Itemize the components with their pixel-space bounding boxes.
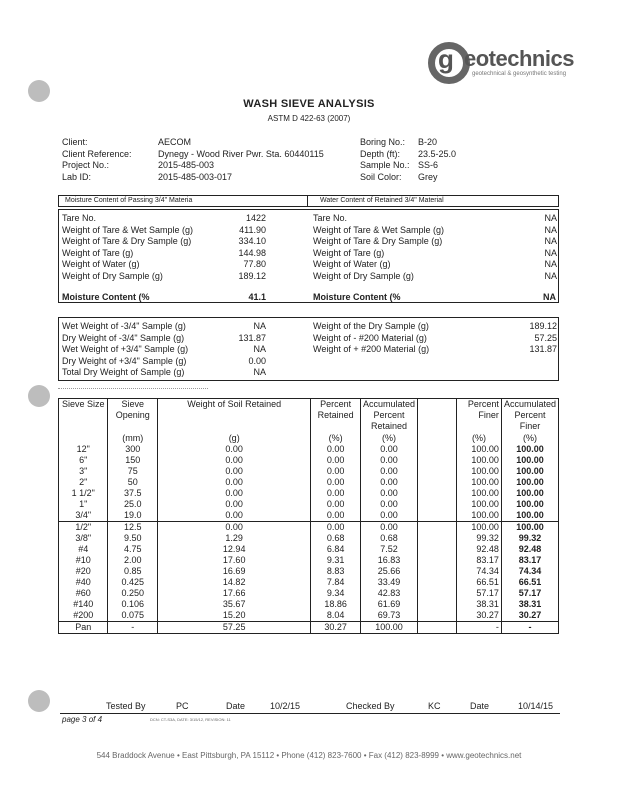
sieve-cell-acc-ret: 0.00 (361, 510, 418, 522)
sieve-cell-acc-ret: 0.00 (361, 522, 418, 534)
sieve-cell-pct-ret: 9.34 (311, 588, 361, 599)
sieve-cell-acc-ret: 100.00 (361, 622, 418, 634)
date2-value: 10/14/15 (518, 701, 554, 711)
date2-label: Date (470, 701, 490, 711)
sieve-cell-size: 1 1/2" (59, 488, 108, 499)
sieve-cell-size: 2" (59, 477, 108, 488)
sieve-cell-acc-ret: 33.49 (361, 577, 418, 588)
moisture-header-right: Water Content of Retained 3/4" Material (307, 195, 559, 207)
sieve-cell-pct-finer: 100.00 (457, 477, 502, 488)
weights-right-value: 57.25 (534, 332, 557, 343)
weights-right-value: 131.87 (529, 344, 557, 355)
sieve-cell-pct-ret: 7.84 (311, 577, 361, 588)
moisture-left-row (62, 212, 266, 224)
moisture-right-row (313, 235, 557, 247)
weights-right-label: Weight of + #200 Material (g) (313, 344, 430, 355)
client-info-value: AECOM (158, 137, 192, 147)
sieve-cell-acc-ret: 0.00 (361, 499, 418, 510)
sieve-cell-acc-ret: 0.68 (361, 533, 418, 544)
sieve-pan-row (59, 622, 559, 634)
moisture-left-label: Tare No. (62, 213, 97, 223)
sieve-cell-opening: 25.0 (108, 499, 158, 510)
header-sieve-size: Sieve Size (59, 399, 108, 434)
sieve-cell-size: Pan (59, 622, 108, 634)
weights-left-value: NA (253, 367, 266, 378)
moisture-left-row (62, 258, 266, 270)
sieve-cell-size: #10 (59, 555, 108, 566)
sieve-cell-pct-ret: 8.83 (311, 566, 361, 577)
sieve-cell-weight: 12.94 (158, 544, 311, 555)
sieve-cell-blank (418, 499, 457, 510)
sieve-cell-weight: 0.00 (158, 488, 311, 499)
sieve-cell-pct-finer: 100.00 (457, 466, 502, 477)
sieve-cell-weight: 0.00 (158, 477, 311, 488)
sieve-cell-weight: 0.00 (158, 466, 311, 477)
header-percent-finer: Percent Finer (457, 399, 502, 434)
moisture-left-list (62, 212, 266, 282)
moisture-right-row (313, 270, 557, 282)
sieve-cell-weight: 15.20 (158, 610, 311, 622)
units-acc-retained: (%) (361, 433, 418, 444)
sieve-cell-pct-finer: 83.17 (457, 555, 502, 566)
sieve-row (59, 588, 559, 599)
sieve-cell-pct-ret: 0.00 (311, 444, 361, 455)
sieve-cell-blank (418, 444, 457, 455)
weights-left-value: NA (253, 321, 266, 331)
weights-right-value: 189.12 (529, 321, 557, 331)
moisture-right-value: NA (544, 270, 557, 281)
moisture-right-value: NA (544, 236, 557, 247)
company-logo (428, 40, 578, 90)
sieve-cell-weight: 0.00 (158, 444, 311, 455)
sieve-cell-blank (418, 510, 457, 522)
sieve-cell-acc-ret: 42.83 (361, 588, 418, 599)
moisture-left-row (62, 270, 266, 282)
client-info-label: Lab ID: (62, 171, 92, 182)
sieve-cell-pct-finer: 100.00 (457, 455, 502, 466)
logo-tagline: geotechnical & geosynthetic testing (472, 71, 567, 77)
sieve-cell-size: #40 (59, 577, 108, 588)
sieve-cell-size: 3/4" (59, 510, 108, 522)
sieve-cell-acc-finer: 83.17 (501, 555, 558, 566)
header-accumulated-finer: Accumulated Percent Finer (501, 399, 558, 434)
sieve-row (59, 522, 559, 534)
header-percent-retained: Percent Retained (311, 399, 361, 434)
weights-right-row (313, 343, 557, 355)
sieve-cell-weight: 57.25 (158, 622, 311, 634)
sieve-cell-acc-ret: 61.69 (361, 599, 418, 610)
sieve-cell-weight: 0.00 (158, 499, 311, 510)
moisture-left-row (62, 247, 266, 259)
sieve-cell-weight: 17.60 (158, 555, 311, 566)
moisture-left-value: 189.12 (238, 270, 266, 281)
units-acc-finer: (%) (501, 433, 558, 444)
weights-left-label: Dry Weight of +3/4" Sample (g) (62, 355, 187, 366)
sieve-cell-acc-finer: 100.00 (501, 455, 558, 466)
sieve-cell-pct-finer: 30.27 (457, 610, 502, 622)
sieve-cell-pct-ret: 0.00 (311, 455, 361, 466)
weights-left-row (62, 355, 266, 367)
moisture-content-right-value: NA (543, 292, 556, 302)
moisture-left-value: 334.10 (238, 236, 266, 247)
weights-left-row (62, 343, 266, 355)
sieve-cell-acc-finer: 99.32 (501, 533, 558, 544)
moisture-left-label: Weight of Tare & Dry Sample (g) (62, 236, 192, 247)
boring-info-row (360, 159, 540, 171)
moisture-left-label: Weight of Water (g) (62, 259, 140, 270)
sieve-cell-acc-finer: 100.00 (501, 444, 558, 455)
sieve-cell-pct-finer: 66.51 (457, 577, 502, 588)
weights-right-label: Weight of - #200 Material (g) (313, 332, 427, 343)
sieve-row (59, 577, 559, 588)
sieve-cell-acc-ret: 0.00 (361, 477, 418, 488)
sieve-cell-pct-finer: 57.17 (457, 588, 502, 599)
sieve-cell-acc-finer: 100.00 (501, 466, 558, 477)
sieve-cell-pct-finer: 100.00 (457, 499, 502, 510)
sieve-row (59, 488, 559, 499)
sieve-cell-weight: 17.66 (158, 588, 311, 599)
boring-info-label: Sample No.: (360, 160, 410, 170)
company-footer: 544 Braddock Avenue • East Pittsburgh, PA 15112 • Phone (412) 823-7600 • Fax (412) 823-8999 • www.geotechnics.net (96, 751, 522, 760)
boring-info-label: Soil Color: (360, 171, 402, 182)
client-info-label: Project No.: (62, 160, 110, 170)
client-info-label: Client: (62, 137, 88, 147)
sieve-cell-size: #20 (59, 566, 108, 577)
units-size (59, 433, 108, 444)
sieve-cell-acc-finer: 100.00 (501, 488, 558, 499)
moisture-right-row (313, 247, 557, 259)
moisture-right-value: NA (544, 213, 557, 223)
sieve-cell-acc-finer: 100.00 (501, 510, 558, 522)
moisture-right-list (313, 212, 557, 282)
weights-right-row (313, 320, 557, 332)
sieve-cell-acc-finer: 74.34 (501, 566, 558, 577)
sieve-row (59, 566, 559, 577)
sieve-cell-blank (418, 610, 457, 622)
sieve-units-row (59, 433, 559, 444)
sieve-cell-weight: 35.67 (158, 599, 311, 610)
units-opening: (mm) (108, 433, 158, 444)
sieve-cell-blank (418, 455, 457, 466)
moisture-content-left-label: Moisture Content (% (62, 292, 150, 302)
weights-left-label: Wet Weight of +3/4" Sample (g) (62, 344, 189, 355)
sieve-header-row (59, 399, 559, 434)
sieve-cell-pct-ret: 0.00 (311, 522, 361, 534)
sieve-cell-acc-ret: 0.00 (361, 444, 418, 455)
units-blank (418, 433, 457, 444)
sieve-cell-blank (418, 566, 457, 577)
sieve-cell-blank (418, 599, 457, 610)
client-info (62, 136, 362, 182)
sieve-cell-blank (418, 488, 457, 499)
sieve-cell-opening: 0.425 (108, 577, 158, 588)
sieve-cell-acc-ret: 7.52 (361, 544, 418, 555)
logo-letter: g (438, 44, 454, 74)
sieve-cell-opening: 2.00 (108, 555, 158, 566)
sieve-cell-blank (418, 466, 457, 477)
sieve-cell-pct-finer: 100.00 (457, 510, 502, 522)
header-sieve-opening: Sieve Opening (108, 399, 158, 434)
sieve-cell-blank (418, 555, 457, 566)
sieve-cell-acc-ret: 16.83 (361, 555, 418, 566)
units-pct-finer: (%) (457, 433, 502, 444)
moisture-content-left-value: 41.1 (248, 292, 266, 302)
sieve-cell-pct-ret: 0.68 (311, 533, 361, 544)
weights-left-row (62, 366, 266, 378)
sieve-cell-pct-ret: 8.04 (311, 610, 361, 622)
sieve-cell-blank (418, 577, 457, 588)
sieve-row (59, 455, 559, 466)
moisture-header-left: Moisture Content of Passing 3/4" Materia (58, 195, 308, 207)
moisture-left-value: 1422 (245, 213, 266, 223)
weights-left-row (62, 332, 266, 344)
sieve-cell-pct-finer: 100.00 (457, 522, 502, 534)
boring-info-value: B-20 (418, 137, 438, 147)
punch-hole-middle (28, 385, 50, 407)
moisture-right-row (313, 212, 557, 224)
sieve-cell-size: #60 (59, 588, 108, 599)
moisture-right-value: NA (544, 259, 557, 270)
weights-left-list (62, 320, 266, 378)
sieve-cell-opening: 75 (108, 466, 158, 477)
sieve-row (59, 477, 559, 488)
sieve-cell-pct-ret: 0.00 (311, 466, 361, 477)
standard-reference: ASTM D 422-63 (2007) (267, 114, 351, 123)
client-info-row (62, 159, 362, 171)
sieve-cell-blank (418, 544, 457, 555)
sieve-cell-acc-ret: 69.73 (361, 610, 418, 622)
sieve-cell-opening: 37.5 (108, 488, 158, 499)
date1-label: Date (226, 701, 246, 711)
signoff-row (106, 700, 566, 712)
sieve-cell-pct-ret: 30.27 (311, 622, 361, 634)
page-number: page 3 of 4 (62, 715, 103, 724)
sieve-row (59, 444, 559, 455)
weights-left-value: 131.87 (238, 332, 266, 343)
boring-info-value: 23.5-25.0 (418, 148, 457, 159)
sieve-cell-weight: 0.00 (158, 522, 311, 534)
weights-left-value: 0.00 (248, 355, 266, 366)
checked-by-value: KC (428, 701, 441, 711)
sieve-cell-size: 3" (59, 466, 108, 477)
client-info-row (62, 148, 362, 160)
header-blank (418, 399, 457, 434)
client-info-row (62, 171, 362, 183)
header-weight-retained: Weight of Soil Retained (158, 399, 311, 434)
sieve-row (59, 533, 559, 544)
sieve-cell-pct-finer: 100.00 (457, 488, 502, 499)
moisture-right-label: Weight of Water (g) (313, 259, 391, 270)
page-title: WASH SIEVE ANALYSIS (243, 98, 375, 110)
sieve-cell-size: 1/2" (59, 522, 108, 534)
sieve-cell-weight: 1.29 (158, 533, 311, 544)
punch-hole-bottom (28, 690, 50, 712)
sieve-table (58, 398, 559, 634)
sieve-row (59, 510, 559, 522)
weights-left-label: Wet Weight of -3/4" Sample (g) (62, 321, 186, 331)
boring-info-value: Grey (418, 171, 438, 182)
tested-by-value: PC (176, 701, 189, 711)
header-accumulated-retained: Accumulated Percent Retained (361, 399, 418, 434)
sieve-row (59, 499, 559, 510)
boring-info (360, 136, 540, 182)
units-pct-retained: (%) (311, 433, 361, 444)
weights-left-label: Dry Weight of -3/4" Sample (g) (62, 332, 185, 343)
sieve-cell-acc-finer: 100.00 (501, 522, 558, 534)
boring-info-row (360, 136, 540, 148)
sieve-cell-pct-ret: 0.00 (311, 488, 361, 499)
moisture-left-value: 77.80 (243, 259, 266, 270)
sieve-cell-pct-finer: 38.31 (457, 599, 502, 610)
sieve-cell-acc-finer: 100.00 (501, 499, 558, 510)
sieve-cell-acc-ret: 0.00 (361, 466, 418, 477)
sieve-cell-pct-ret: 0.00 (311, 477, 361, 488)
sieve-cell-blank (418, 622, 457, 634)
sieve-cell-opening: 0.250 (108, 588, 158, 599)
boring-info-value: SS-6 (418, 160, 439, 170)
moisture-content-right-label: Moisture Content (% (313, 292, 401, 302)
logo-wordmark: eotechnics (464, 46, 574, 71)
boring-info-label: Depth (ft): (360, 148, 401, 159)
sieve-cell-opening: - (108, 622, 158, 634)
moisture-right-label: Weight of Tare & Dry Sample (g) (313, 236, 443, 247)
sieve-cell-blank (418, 522, 457, 534)
moisture-right-row (313, 224, 557, 236)
sieve-row (59, 555, 559, 566)
sieve-cell-opening: 12.5 (108, 522, 158, 534)
sieve-row (59, 610, 559, 622)
sieve-cell-pct-ret: 9.31 (311, 555, 361, 566)
sieve-cell-acc-ret: 0.00 (361, 488, 418, 499)
sieve-cell-pct-finer: 99.32 (457, 533, 502, 544)
moisture-right-label: Weight of Dry Sample (g) (313, 270, 414, 281)
sieve-cell-weight: 0.00 (158, 510, 311, 522)
sieve-cell-opening: 19.0 (108, 510, 158, 522)
weights-right-list (313, 320, 557, 355)
moisture-right-label: Tare No. (313, 213, 348, 223)
moisture-right-label: Weight of Tare (g) (313, 247, 385, 258)
client-info-row (62, 136, 362, 148)
moisture-right-row (313, 258, 557, 270)
sieve-cell-pct-finer: 74.34 (457, 566, 502, 577)
moisture-left-value: 411.90 (239, 224, 266, 235)
sieve-cell-opening: 0.85 (108, 566, 158, 577)
sieve-cell-opening: 300 (108, 444, 158, 455)
sieve-cell-acc-ret: 0.00 (361, 455, 418, 466)
sieve-row (59, 544, 559, 555)
weights-left-row (62, 320, 266, 332)
sieve-cell-pct-ret: 6.84 (311, 544, 361, 555)
checked-by-label: Checked By (346, 701, 395, 711)
sieve-cell-blank (418, 533, 457, 544)
moisture-right-value: NA (544, 247, 557, 258)
client-info-value: Dynegy - Wood River Pwr. Sta. 60440115 (158, 148, 324, 159)
sieve-cell-size: 1" (59, 499, 108, 510)
client-info-label: Client Reference: (62, 148, 132, 159)
sieve-cell-acc-finer: 57.17 (501, 588, 558, 599)
sieve-cell-pct-finer: - (457, 622, 502, 634)
boring-info-label: Boring No.: (360, 137, 406, 147)
boring-info-row (360, 148, 540, 160)
sieve-cell-pct-finer: 100.00 (457, 444, 502, 455)
moisture-left-label: Weight of Tare (g) (62, 247, 134, 258)
moisture-left-value: 144.98 (238, 247, 266, 258)
sieve-cell-size: 3/8" (59, 533, 108, 544)
sieve-cell-blank (418, 588, 457, 599)
moisture-left-row (62, 235, 266, 247)
sieve-cell-weight: 0.00 (158, 455, 311, 466)
sieve-cell-opening: 4.75 (108, 544, 158, 555)
tested-by-label: Tested By (106, 701, 146, 711)
weights-left-value: NA (253, 344, 266, 355)
weights-right-label: Weight of the Dry Sample (g) (313, 321, 429, 331)
sieve-cell-opening: 0.106 (108, 599, 158, 610)
sieve-cell-size: #200 (59, 610, 108, 622)
sieve-cell-pct-ret: 0.00 (311, 499, 361, 510)
divider (58, 388, 208, 389)
moisture-left-row (62, 224, 266, 236)
sieve-cell-opening: 150 (108, 455, 158, 466)
sieve-cell-acc-finer: 38.31 (501, 599, 558, 610)
sieve-cell-weight: 16.69 (158, 566, 311, 577)
sieve-cell-acc-finer: 30.27 (501, 610, 558, 622)
boring-info-row (360, 171, 540, 183)
sieve-cell-acc-finer: - (501, 622, 558, 634)
moisture-left-label: Weight of Tare & Wet Sample (g) (62, 224, 194, 235)
sieve-row (59, 466, 559, 477)
sieve-cell-acc-finer: 92.48 (501, 544, 558, 555)
sieve-cell-pct-ret: 0.00 (311, 510, 361, 522)
sieve-cell-blank (418, 477, 457, 488)
sieve-cell-acc-finer: 66.51 (501, 577, 558, 588)
document-control-code: DCN: CT-S3A, DATE: 3/15/12, REVISION: 11 (150, 717, 231, 722)
sieve-cell-pct-finer: 92.48 (457, 544, 502, 555)
units-weight: (g) (158, 433, 311, 444)
sieve-cell-opening: 9.50 (108, 533, 158, 544)
client-info-value: 2015-485-003-017 (158, 171, 233, 182)
signoff-rule (60, 713, 560, 714)
sieve-cell-pct-ret: 18.86 (311, 599, 361, 610)
sieve-cell-opening: 0.075 (108, 610, 158, 622)
sieve-row (59, 599, 559, 610)
sieve-cell-size: 6" (59, 455, 108, 466)
client-info-value: 2015-485-003 (158, 160, 215, 170)
weights-left-label: Total Dry Weight of Sample (g) (62, 367, 185, 378)
sieve-cell-size: #140 (59, 599, 108, 610)
weights-right-row (313, 332, 557, 344)
sieve-cell-opening: 50 (108, 477, 158, 488)
date1-value: 10/2/15 (270, 701, 301, 711)
sieve-cell-size: 12" (59, 444, 108, 455)
moisture-left-label: Weight of Dry Sample (g) (62, 270, 163, 281)
sieve-cell-size: #4 (59, 544, 108, 555)
sieve-cell-acc-ret: 25.66 (361, 566, 418, 577)
sieve-cell-acc-finer: 100.00 (501, 477, 558, 488)
sieve-cell-weight: 14.82 (158, 577, 311, 588)
moisture-right-label: Weight of Tare & Wet Sample (g) (313, 224, 445, 235)
moisture-right-value: NA (544, 224, 557, 235)
